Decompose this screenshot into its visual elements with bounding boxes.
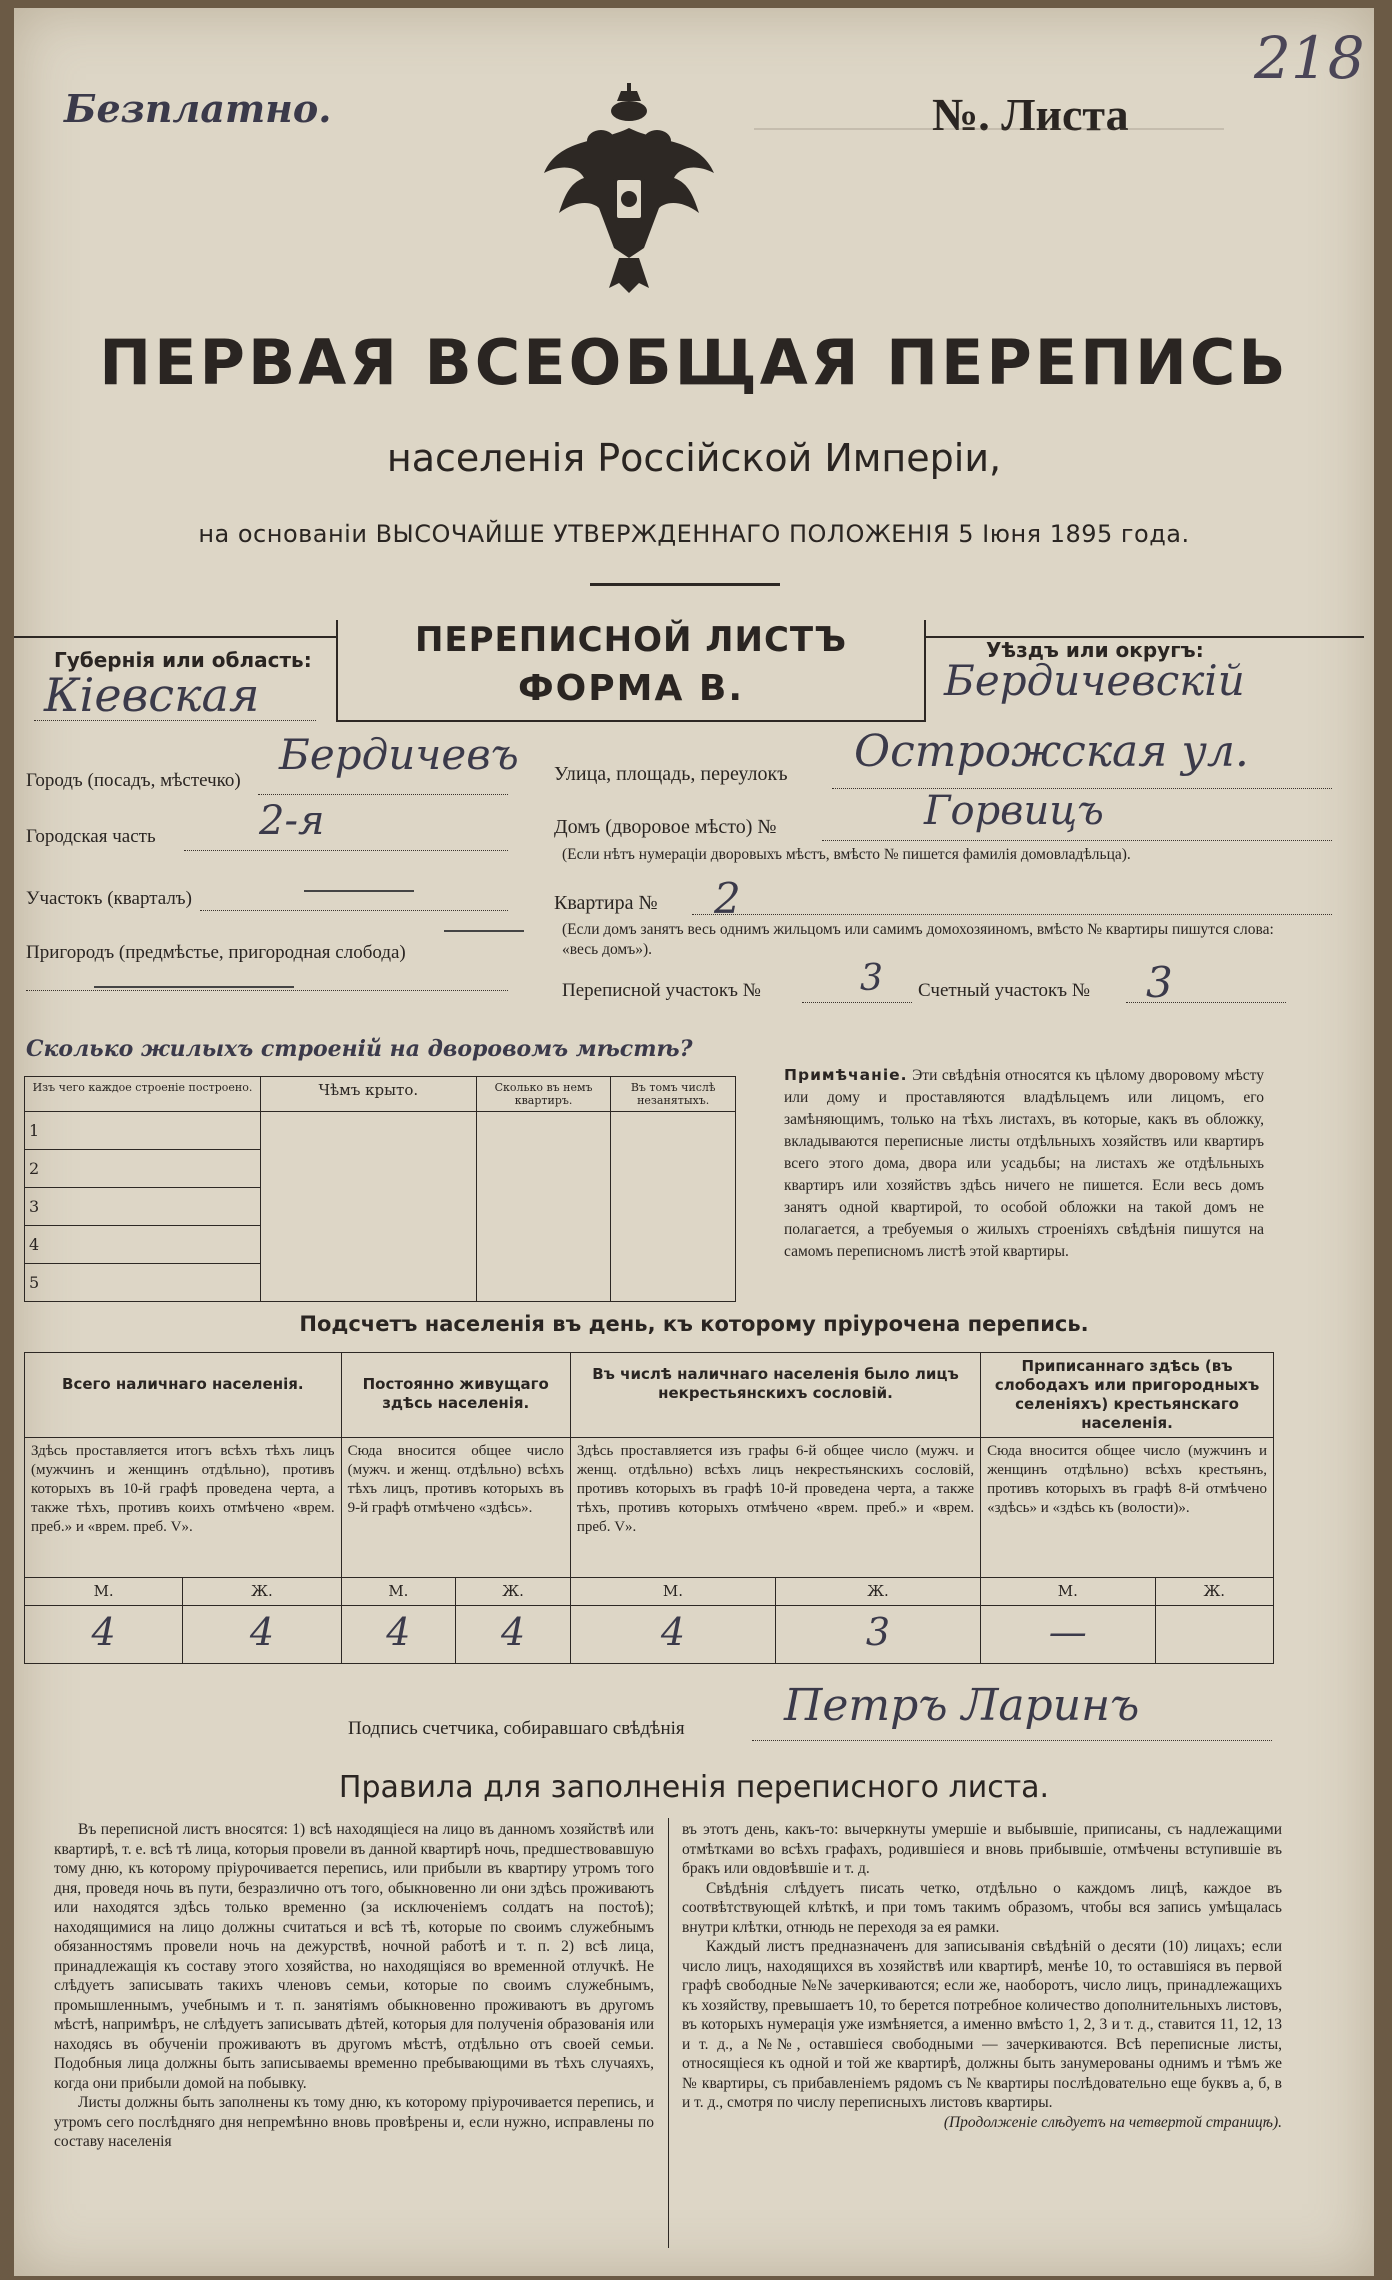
buildings-header-vacant: Въ томъ числѣ незанятыхъ. bbox=[611, 1077, 736, 1112]
rules-left-column bbox=[54, 1820, 654, 2152]
pop-heading-peasant: Приписаннаго здѣсь (въ слободахъ или пригородныхъ селеніяхъ) крестьянскаго населенія. bbox=[981, 1353, 1274, 1438]
city-part-label: Городская часть bbox=[26, 826, 156, 847]
buildings-header-material: Изъ чего каждое строеніе построено. bbox=[25, 1077, 261, 1112]
f-label: Ж. bbox=[183, 1578, 341, 1606]
pop-heading-permanent: Постоянно живущаго здѣсь населенія. bbox=[341, 1353, 570, 1438]
suburb-label: Пригородъ (предмѣстье, пригородная слобода) bbox=[26, 942, 406, 963]
buildings-note-title: Примѣчаніе. bbox=[784, 1066, 908, 1084]
signature-value: Петръ Ларинъ bbox=[784, 1680, 1140, 1731]
pop-peasant-m: — bbox=[981, 1606, 1155, 1664]
count-district-label: Счетный участокъ № bbox=[918, 980, 1090, 1001]
pop-note-total: Здѣсь проставляется итогъ всѣхъ тѣхъ лицъ (мужчинъ и женщинъ отдѣльно), противъ которыхъ въ 10-й графѣ проведена черта, а также тѣхъ, противъ коихъ отмѣчено «врем. преб.» и «врем. преб. V». bbox=[25, 1438, 342, 1578]
imperial-eagle-icon bbox=[539, 83, 719, 293]
rules-paragraph: Листы должны быть заполнены къ тому дню, къ которому пріурочивается перепись, и утромъ сего послѣдняго дня непремѣнно вновь провѣрены и, если нужно, исправлены по составу населенія bbox=[54, 2094, 654, 2150]
apartment-value: 2 bbox=[714, 874, 741, 923]
pop-total-m: 4 bbox=[25, 1606, 183, 1664]
m-label: М. bbox=[341, 1578, 456, 1606]
page-title: ПЕРВАЯ ВСЕОБЩАЯ ПЕРЕПИСЬ bbox=[99, 326, 1289, 399]
m-label: М. bbox=[570, 1578, 775, 1606]
rules-title: Правила для заполненія переписного листа. bbox=[338, 1770, 1050, 1805]
f-label: Ж. bbox=[1155, 1578, 1274, 1606]
rules-paragraph: Въ переписной листъ вносятся: 1) всѣ находящіеся на лицо въ данномъ хозяйствѣ или квартирѣ, т. е. всѣ тѣ лица, которыя провели въ данной квартирѣ ночь, предшествовавшую тому дню, къ которому пріурочивается перепись, или прибыли въ квартиру утромъ того дня, проведя ночь въ пути, безразлично отъ того, обыкновенно ли они здѣсь проживаютъ или находятся здѣсь только временно (за исключеніемъ солдатъ на постоѣ); находящимися на лицо должны считаться и всѣ тѣ, которые по своимъ служебнымъ обязанностямъ провели ночь на дежурствѣ, ночной работѣ и т. п. 2) всѣ лица, принадлежащія къ составу этого хозяйства, но находящіяся во временной отлучкѣ. Не слѣдуетъ записывать такихъ членовъ семьи, которые по своимъ служебнымъ, промышленнымъ, учебнымъ и т. п. занятіямъ обыкновенно проживаютъ въ другомъ мѣстѣ, напримѣръ, не слѣдуетъ записывать дѣтей, которыя для полученія образованія или находясь въ обученіи проживаютъ въ другомъ мѣстѣ, отдѣльно отъ своей семьи. Подобныя лица должны быть записываемы временно пребывающими въ тѣхъ случаяхъ, когда они прибыли домой на побывку. bbox=[54, 1821, 654, 2092]
city-value: Бердичевъ bbox=[279, 730, 519, 779]
city-part-line bbox=[184, 850, 508, 851]
m-label: М. bbox=[981, 1578, 1155, 1606]
pop-total-f: 4 bbox=[183, 1606, 341, 1664]
pop-heading-total: Всего наличнаго населенія. bbox=[25, 1353, 342, 1438]
row-number: 4 bbox=[25, 1226, 260, 1264]
form-name: ФОРМА В. bbox=[517, 668, 745, 709]
row-number: 2 bbox=[25, 1150, 260, 1188]
pop-note-nonpeasant: Здѣсь проставляется изъ графы 6-й общее число (мужч. и женщ. отдѣльно) всѣхъ лицъ некрестьянскихъ сословій, противъ которыхъ въ графѣ 10-й проведена черта, а также тѣхъ, противъ которыхъ отмѣчено «врем. преб.» и «врем. преб. V». bbox=[570, 1438, 980, 1578]
free-label: Безплатно. bbox=[64, 86, 332, 131]
m-label: М. bbox=[25, 1578, 183, 1606]
faded-background-text bbox=[754, 128, 1224, 278]
uezd-value: Бердичевскій bbox=[944, 656, 1245, 705]
house-line bbox=[822, 840, 1332, 841]
census-district-value: 3 bbox=[860, 958, 883, 999]
rules-paragraph: Каждый листъ предназначенъ для записыванія свѣдѣній о десяти (10) лицахъ; если число лицъ, находящихся въ хозяйствѣ или квартирѣ, менѣе 10, то оставшіяся въ первой графѣ свободные №№ зачеркиваются; если же, наоборотъ, число лицъ, принадлежащихъ къ хозяйству, превышаетъ 10, то берется потребное количество дополнительныхъ листовъ, въ которыхъ нумерація уже измѣняется, а именно вмѣсто 1, 2, 3 и т. д., ставится 11, 12, 13 и т. д., а №№, оставшіеся свободными — зачеркиваются. Всѣ переписные листы, относящіеся къ одной и той же квартирѣ, должны быть занумерованы однимъ и тѣмъ же № квартиры, съ прибавленіемъ рядомъ съ № квартиры послѣдовательно еще буквъ а, б, в и т. д., смотря по числу переписныхъ листовъ квартиры. bbox=[682, 1938, 1282, 2111]
f-label: Ж. bbox=[775, 1578, 980, 1606]
census-sheet bbox=[14, 8, 1374, 2276]
signature-line bbox=[752, 1740, 1272, 1741]
divider bbox=[336, 720, 926, 722]
buildings-table bbox=[24, 1076, 736, 1302]
form-title: ПЕРЕПИСНОЙ ЛИСТЪ bbox=[414, 620, 848, 660]
apartment-line bbox=[692, 914, 1332, 915]
page-subtitle: населенія Россійской Имперіи, bbox=[386, 436, 1002, 480]
divider bbox=[14, 636, 336, 638]
uezd-label: Уѣздъ или округъ: bbox=[986, 638, 1204, 662]
divider bbox=[590, 583, 780, 586]
count-district-line bbox=[1126, 1002, 1286, 1003]
street-value: Острожская ул. bbox=[854, 726, 1249, 777]
rules-paragraph: въ этотъ день, какъ-то: вычеркнуты умершіе и выбывшіе, приписаны, съ надлежащими отмѣтками во всѣхъ графахъ, родившіеся и вновь прибывшіе, отмѣчены вступившіе въ бракъ или овдовѣвшіе и т. д. bbox=[682, 1821, 1282, 1877]
pop-permanent-f: 4 bbox=[456, 1606, 571, 1664]
buildings-note-text: Эти свѣдѣнія относятся къ цѣлому дворовому мѣсту или дому и проставляются владѣльцемъ или лицомъ, его замѣняющимъ, только на тѣхъ листахъ, въ которые, какъ въ обложку, вкладываются переписные листы отдѣльныхъ хозяйствъ или квартиръ всего этого дома, двора или усадьбы; на листахъ же отдѣльныхъ квартиръ или хозяйствъ здѣсь ничего не пишется. Если весь домъ занятъ одной квартирой, то особой обложки на такой домъ не полагается, а требуемыя о жилыхъ строеніяхъ свѣдѣнія пишутся на самомъ переписномъ листѣ этой квартиры. bbox=[784, 1067, 1265, 1260]
sheet-number-label: №. Листа bbox=[932, 89, 1129, 140]
city-part-value: 2-я bbox=[259, 798, 325, 844]
city-label: Городъ (посадъ, мѣстечко) bbox=[26, 770, 241, 791]
row-number: 5 bbox=[29, 1273, 40, 1292]
buildings-question: Сколько жилыхъ строеній на дворовомъ мѣстѣ? bbox=[26, 1036, 693, 1062]
row-number: 1 bbox=[25, 1112, 260, 1150]
district-label: Участокъ (кварталъ) bbox=[26, 888, 192, 909]
divider bbox=[924, 620, 926, 720]
city-line bbox=[258, 794, 508, 795]
pop-note-permanent: Сюда вносится общее число (мужч. и женщ. отдѣльно) всѣхъ тѣхъ лицъ, противъ которыхъ въ 9-й графѣ отмѣчено «здѣсь». bbox=[341, 1438, 570, 1578]
house-label: Домъ (дворовое мѣсто) № bbox=[554, 816, 777, 838]
rules-continued: (Продолженіе слѣдуетъ на четвертой страницѣ). bbox=[943, 2113, 1282, 2131]
table-row bbox=[25, 1112, 736, 1302]
decree-basis: на основаніи ВЫСОЧАЙШЕ УТВЕРЖДЕННАГО ПОЛОЖЕНІЯ 5 Іюня 1895 года. bbox=[198, 520, 1190, 548]
pop-permanent-m: 4 bbox=[341, 1606, 456, 1664]
buildings-header-roof: Чѣмъ крыто. bbox=[260, 1077, 476, 1112]
suburb-line bbox=[26, 990, 508, 991]
district-dash bbox=[304, 890, 414, 892]
pop-nonpeasant-f: 3 bbox=[775, 1606, 980, 1664]
buildings-note bbox=[784, 1064, 1264, 1263]
population-table bbox=[24, 1352, 1274, 1664]
house-note: (Если нѣтъ нумераціи дворовыхъ мѣстъ, вмѣсто № пишется фамилія домовладѣльца). bbox=[562, 846, 1131, 863]
street-label: Улица, площадь, переулокъ bbox=[554, 763, 788, 785]
census-district-label: Переписной участокъ № bbox=[562, 980, 761, 1001]
guberniya-value: Кіевская bbox=[44, 668, 260, 722]
population-title: Подсчетъ населенія въ день, къ которому пріурочена перепись. bbox=[299, 1312, 1089, 1336]
pop-peasant-f bbox=[1155, 1606, 1274, 1664]
apartment-note: (Если домъ занятъ весь однимъ жильцомъ или самимъ домохозяиномъ, вмѣсто № квартиры пишутся слова: «весь домъ»). bbox=[562, 921, 1274, 958]
rules-paragraph: Свѣдѣнія слѣдуетъ писать четко, отдѣльно о каждомъ лицѣ, каждое въ соотвѣтствующей клѣткѣ, и при томъ такимъ образомъ, чтобы вся запись умѣщалась внутри клѣтки, отнюдь не переходя за ея рамки. bbox=[682, 1879, 1282, 1936]
guberniya-line bbox=[34, 720, 316, 721]
signature-label: Подпись счетчика, собиравшаго свѣдѣнія bbox=[348, 1718, 685, 1739]
census-district-line bbox=[802, 1002, 912, 1003]
house-value: Горвицъ bbox=[924, 788, 1104, 834]
archive-number: 218 bbox=[1254, 24, 1365, 92]
pop-heading-nonpeasant: Въ числѣ наличнаго населенія было лицъ некрестьянскихъ сословій. bbox=[570, 1353, 980, 1438]
row-number: 3 bbox=[25, 1188, 260, 1226]
guberniya-label: Губернія или область: bbox=[54, 648, 312, 672]
column-divider bbox=[668, 1818, 669, 2248]
pop-note-peasant: Сюда вносится общее число (мужчинъ и женщинъ отдѣльно) всѣхъ крестьянъ, противъ которыхъ въ графѣ 8-й отмѣчено «здѣсь» и «здѣсь къ (волости)». bbox=[981, 1438, 1274, 1578]
count-district-value: 3 bbox=[1146, 958, 1173, 1007]
district-line bbox=[200, 910, 508, 911]
rules-right-column bbox=[682, 1820, 1282, 2132]
f-label: Ж. bbox=[456, 1578, 571, 1606]
buildings-header-apartments: Сколько въ немъ квартиръ. bbox=[476, 1077, 611, 1112]
apartment-label: Квартира № bbox=[554, 892, 658, 914]
pop-nonpeasant-m: 4 bbox=[570, 1606, 775, 1664]
suburb-dash bbox=[444, 930, 524, 932]
suburb-dash-2 bbox=[94, 986, 294, 988]
